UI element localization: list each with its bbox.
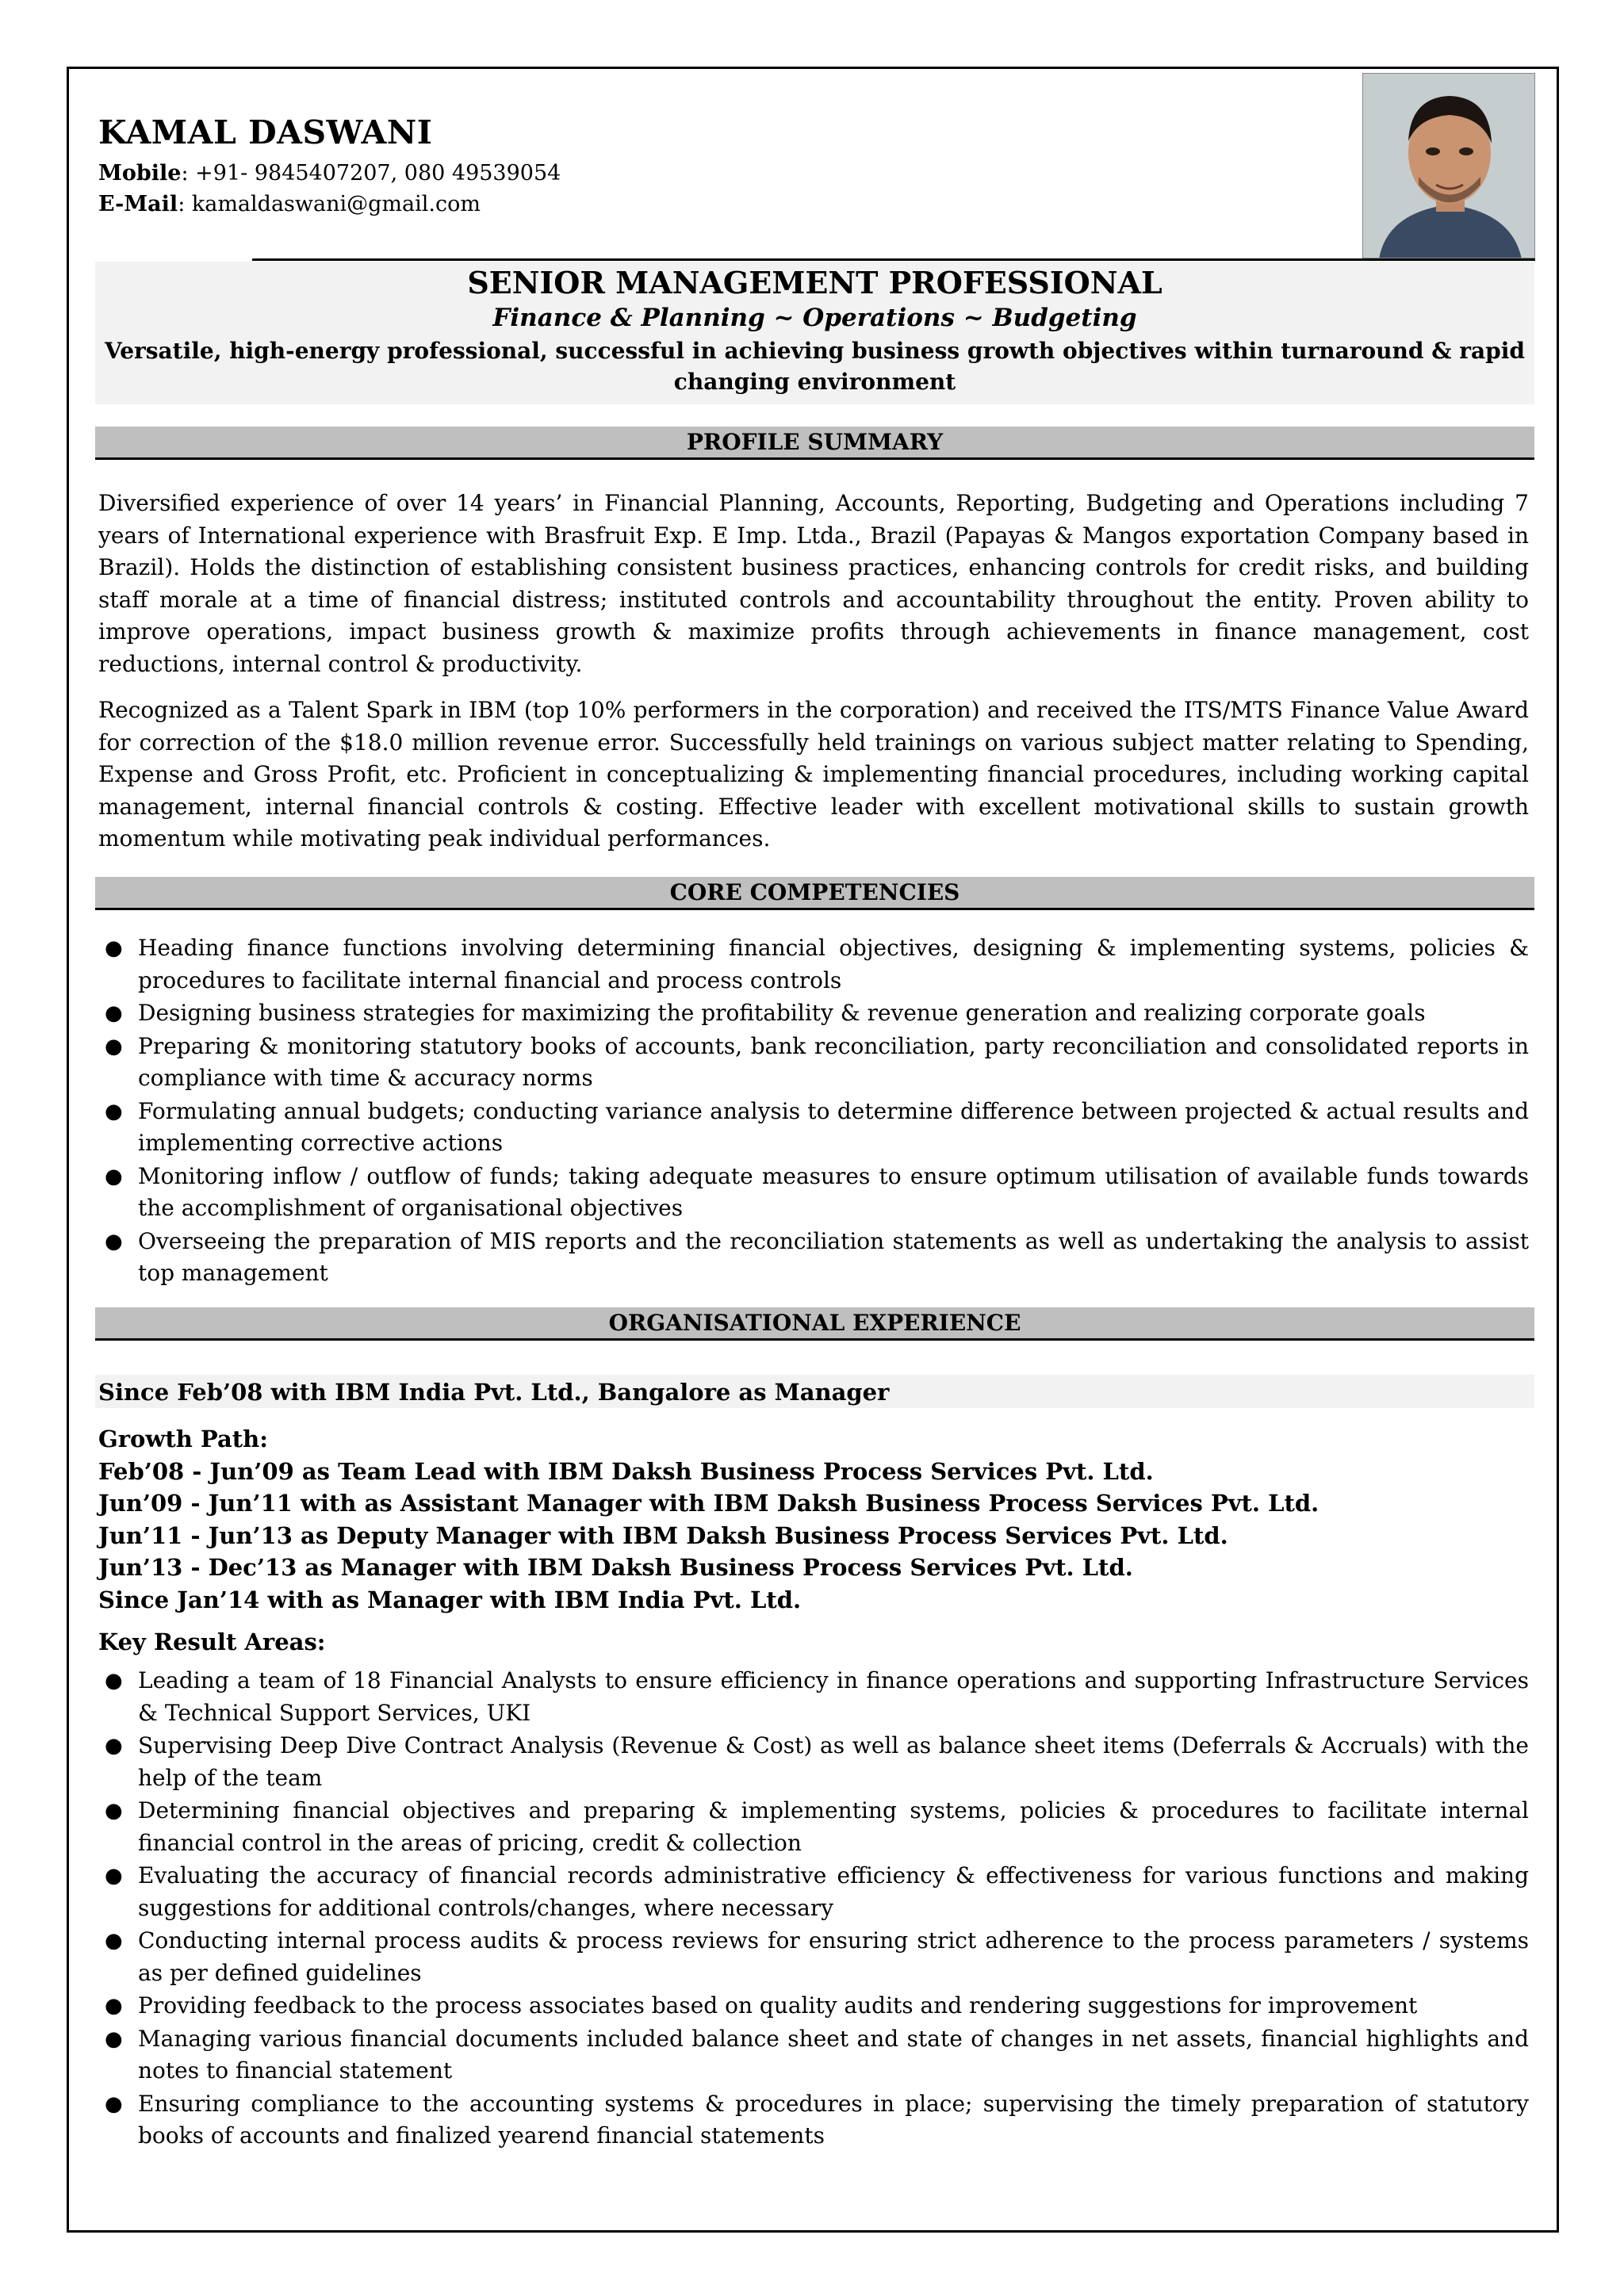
growth-path-label: Growth Path: [98,1425,268,1452]
bullet-icon: ● [105,1734,123,1758]
list-item [98,1730,1529,1794]
bullet-icon: ● [105,1001,123,1025]
bullet-icon: ● [105,1929,123,1953]
candidate-name: KAMAL DASWANI [98,113,433,151]
key-result-areas-label: Key Result Areas: [98,1628,326,1655]
header-rule [252,258,1535,261]
list-item-text: Evaluating the accuracy of financial records administrative efficiency & effectiveness for various functions and making suggestions for additional controls/changes, where necessary [138,1862,1529,1921]
email-label: E-Mail [98,192,178,216]
list-item [98,1860,1529,1924]
bullet-icon: ● [105,1164,123,1188]
bullet-icon: ● [105,1669,123,1693]
growth-path-item: Jun’13 - Dec’13 as Manager with IBM Daksh Business Process Services Pvt. Ltd. [98,1554,1133,1581]
list-item [98,997,1529,1030]
job-title-bar: Since Feb’08 with IBM India Pvt. Ltd., Bangalore as Manager [95,1375,1534,1408]
portrait-image [1363,74,1535,258]
profile-paragraph-1: Diversified experience of over 14 years’ in Financial Planning, Accounts, Reporting, Budgeting and Operations including 7 years of International experience with Brasfruit Exp. E Imp. Ltda., Brazil (Papayas & Mangos exportation Company based in Brazil). Holds the distinction of establishing consistent business practices, enhancing controls for credit risks, and building staff morale at a time of financial distress; instituted controls and accountability throughout the entity. Proven ability to improve operations, impact business growth & maximize profits through achievements in finance management, cost reductions, internal control & productivity. [98,490,1529,677]
title-banner [95,262,1534,404]
list-item-text: Ensuring compliance to the accounting systems & procedures in place; supervising the timely preparation of statutory books of accounts and finalized yearend financial statements [138,2090,1529,2149]
bullet-icon: ● [105,2026,123,2051]
list-item-text: Preparing & monitoring statutory books of accounts, bank reconciliation, party reconciliation and consolidated reports in compliance with time & accuracy norms [138,1032,1529,1091]
bullet-icon: ● [105,1099,123,1123]
list-item-text: Overseeing the preparation of MIS reports and the reconciliation statements as well as undertaking the analysis to assist top management [138,1227,1529,1286]
list-item-text: Supervising Deep Dive Contract Analysis (Revenue & Cost) as well as balance sheet items (Deferrals & Accruals) with the help of the team [138,1732,1529,1791]
growth-path-item: Jun’11 - Jun’13 as Deputy Manager with IBM Daksh Business Process Services Pvt. Ltd. [98,1521,1228,1549]
headline-tagline: Versatile, high-energy professional, successful in achieving business growth objectives within turnaround & rapid changing environment [105,338,1525,395]
section-heading-experience: ORGANISATIONAL EXPERIENCE [95,1307,1534,1341]
list-item-text: Providing feedback to the process associates based on quality audits and rendering suggestions for improvement [138,1992,1418,2019]
section-heading-profile: PROFILE SUMMARY [95,427,1534,460]
list-item [98,932,1529,997]
headline-subtitle: Finance & Planning ~ Operations ~ Budgeting [492,304,1137,332]
bullet-icon: ● [105,1034,123,1058]
list-item [98,2023,1529,2087]
list-item-text: Leading a team of 18 Financial Analysts to ensure efficiency in finance operations and supporting Infrastructure Services & Technical Support Services, UKI [138,1667,1529,1726]
list-item-text: Formulating annual budgets; conducting variance analysis to determine difference between projected & actual results and implementing corrective actions [138,1097,1529,1156]
bullet-icon: ● [105,1229,123,1253]
headline: SENIOR MANAGEMENT PROFESSIONAL [467,265,1162,300]
list-item-text: Determining financial objectives and preparing & implementing systems, policies & procedures to facilitate internal financial control in the areas of pricing, credit & collection [138,1797,1529,1856]
bullet-icon: ● [105,936,123,960]
profile-paragraph-2: Recognized as a Talent Spark in IBM (top 10% performers in the corporation) and received the ITS/MTS Finance Value Award for correction of the $18.0 million revenue error. Successfully held trainings on various subject matter relating to Spending, Expense and Gross Profit, etc. Proficient in conceptualizing & implementing financial procedures, including working capital management, internal financial controls & costing. Effective leader with excellent motivational skills to sustain growth momentum while motivating peak individual performances. [98,697,1529,851]
mobile-value: : +91- 9845407207, 080 49539054 [181,161,561,186]
list-item [98,1665,1529,1729]
profile-photo [1362,73,1535,258]
growth-path-item: Feb’08 - Jun’09 as Team Lead with IBM Daksh Business Process Services Pvt. Ltd. [98,1457,1154,1485]
list-item [98,2088,1529,2152]
list-item-text: Designing business strategies for maximizing the profitability & revenue generation and realizing corporate goals [138,1000,1426,1026]
email-line [98,192,481,216]
list-item-text: Conducting internal process audits & process reviews for ensuring strict adherence to the process parameters / systems as per defined guidelines [138,1927,1529,1986]
bullet-icon: ● [105,1799,123,1823]
mobile-label: Mobile [98,161,182,186]
list-item [98,1795,1529,1859]
list-item-text: Heading finance functions involving determining financial objectives, designing & implementing systems, policies & procedures to facilitate internal financial and process controls [138,935,1529,993]
list-item-text: Monitoring inflow / outflow of funds; taking adequate measures to ensure optimum utilisation of available funds towards the accomplishment of organisational objectives [138,1162,1529,1221]
list-item [98,1161,1529,1225]
competencies-list [98,932,1529,1291]
bullet-icon: ● [105,2091,123,2116]
mobile-line [98,161,561,186]
list-item [98,1990,1529,2022]
list-item [98,1031,1529,1095]
list-item-text: Managing various financial documents included balance sheet and state of changes in net assets, financial highlights and notes to financial statement [138,2025,1529,2084]
growth-path [98,1423,1319,1616]
bullet-icon: ● [105,1864,123,1888]
section-heading-competencies: CORE COMPETENCIES [95,877,1534,910]
list-item [98,1096,1529,1160]
list-item [98,1925,1529,1989]
key-result-areas-list [98,1665,1529,2153]
list-item [98,1226,1529,1290]
bullet-icon: ● [105,1994,123,2018]
email-value: : kamaldaswani@gmail.com [178,192,481,216]
growth-path-item: Since Jan’14 with as Manager with IBM India Pvt. Ltd. [98,1586,802,1613]
growth-path-item: Jun’09 - Jun’11 with as Assistant Manager with IBM Daksh Business Process Services Pvt. Ltd. [98,1490,1320,1517]
